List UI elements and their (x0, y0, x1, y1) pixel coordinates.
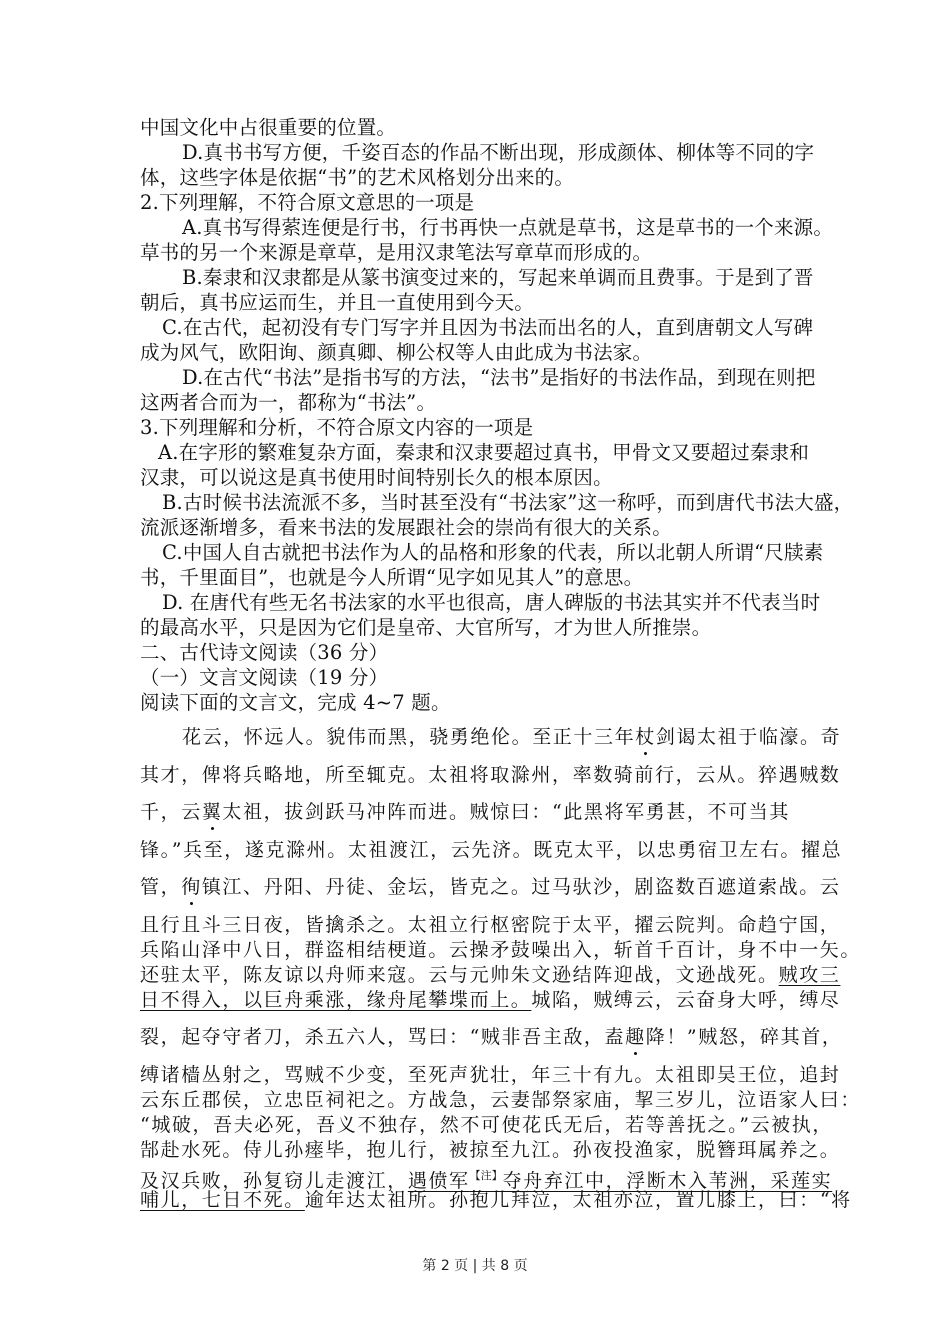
passage-line (140, 725, 842, 750)
text-line: 朝后，真书应运而生，并且一直使用到今天。 (140, 291, 535, 314)
instruction-text: 阅读下面的文言文，完成 4~7 题。 (140, 691, 451, 714)
question-2-stem: 2.下列理解，不符合原文意思的一项是 (140, 191, 475, 214)
text-line: 汉隶，可以说这是真书使用时间特别长久的根本原因。 (140, 466, 613, 489)
passage-text: 及汉兵败，孙复窃儿走渡江， (140, 1170, 408, 1192)
underlined-text: 夺舟弃江中，浮断木入苇洲，采莲实 (502, 1170, 833, 1192)
passage-line (140, 988, 841, 1013)
option-2c: C.在古代，起初没有专门写字并且因为书法而出名的人，直到唐朝文人写碑 (162, 316, 814, 339)
subsection-heading: （一）文言文阅读（19 分） (140, 666, 389, 689)
passage-line: 且行且斗三日夜，皆擒杀之。太祖立行枢密院于太平，擢云院判。命趋宁国， (140, 914, 841, 936)
text-line: 的最高水平，只是因为它们是皇帝、大官所写，才为世人所推崇。 (140, 616, 712, 639)
passage-line: 云东丘郡侯，立忠臣祠祀之。方战急，云妻郜祭家庙，挈三岁儿，泣语家人曰： (140, 1089, 862, 1111)
passage-line: “城破，吾夫必死，吾义不独存，然不可使花氏无后，若等善抚之。”云被执， (140, 1114, 833, 1136)
text-line: 成为风气，欧阳询、颜真卿、柳公权等人由此成为书法家。 (140, 341, 653, 364)
option-2d: D.在古代“书法”是指书写的方法，“法书”是指好的书法作品，到现在则把 (182, 366, 816, 389)
text-line: 中国文化中占很重要的位置。 (140, 116, 397, 139)
passage-text: 降！”贼怒，碎其首， (645, 1026, 843, 1048)
passage-line (140, 1188, 852, 1213)
section-heading: 二、古代诗文阅读（36 分） (140, 641, 389, 664)
passage-text: 城陷，贼缚云，云奋身大呼，缚尽 (531, 989, 841, 1011)
passage-text: 镇江、丹阳、丹徒、金坛，皆克之。过马驮沙，剧盗数百遮道索战。云 (201, 876, 841, 898)
passage-line (140, 875, 841, 900)
passage-line: 其才，俾将兵略地，所至辄克。太祖将取滁州，率数骑前行，云从。猝遇贼数 (140, 764, 841, 786)
option-3c: C.中国人自古就把书法作为人的品格和形象的代表，所以北朝人所谓“尺牍素 (162, 541, 824, 564)
passage-line (140, 1025, 843, 1050)
passage-text: 裂，起夺守者刀，杀五六人，骂曰：“贼非吾主敌，盍 (140, 1026, 626, 1048)
passage-text: 剑谒太祖于临濠。奇 (655, 726, 842, 748)
text-line: 这两者合而为一，都称为“书法”。 (140, 391, 437, 414)
underlined-sentence: 日不得入，以巨舟乘涨，缘舟尾攀堞而上。 (140, 989, 532, 1011)
text-line: 书，千里面目”，也就是今人所谓“见字如见其人”的意思。 (140, 566, 644, 589)
emphasis-char: 翼 (201, 801, 223, 823)
option-2a: A.真书写得萦连便是行书，行书再快一点就是草书，这是草书的一个来源。 (182, 216, 834, 239)
text-line: 流派逐渐增多，看来书法的发展跟社会的崇尚有很大的关系。 (140, 516, 672, 539)
underlined-sentence: 贼攻三 (778, 964, 841, 986)
passage-text: 花云，怀远人。貌伟而黑，骁勇绝伦。至正十三年 (182, 726, 636, 748)
emphasis-char: 杖 (635, 726, 656, 748)
underlined-text: 遇偾军 (407, 1170, 470, 1192)
page-number-footer: 第 2 页 | 共 8 页 (422, 1258, 528, 1274)
underlined-sentence: 哺儿，七日不死。 (140, 1189, 305, 1211)
passage-line (140, 963, 841, 988)
passage-line: 兵陷山泽中八日，群盗相结梗道。云操矛鼓噪出入，斩首千百计，身不中一矢。 (140, 939, 862, 961)
passage-text: 逾年达太祖所。孙抱儿拜泣，太祖亦泣，置儿膝上，曰：“将 (304, 1189, 852, 1211)
passage-text: 太祖，拔剑跃马冲阵而进。贼惊曰：“此黑将军勇甚，不可当其 (222, 801, 790, 823)
option-1d: D.真书书写方便，千姿百态的作品不断出现，形成颜体、柳体等不同的字 (182, 141, 815, 164)
passage-line: 缚诸樯丛射之，骂贼不少变，至死声犹壮，年三十有九。太祖即吴王位，追封 (140, 1064, 841, 1086)
text-line: 草书的另一个来源是章草，是用汉隶笔法写章草而形成的。 (140, 241, 653, 264)
option-3a: A.在字形的繁难复杂方面，秦隶和汉隶要超过真书，甲骨文又要超过秦隶和 (158, 441, 810, 464)
passage-text: 管， (140, 876, 182, 898)
passage-text: 还驻太平，陈友谅以舟师来寇。云与元帅朱文逊结阵迎战，文逊战死。 (140, 964, 779, 986)
question-3-stem: 3.下列理解和分析，不符合原文内容的一项是 (140, 416, 534, 439)
passage-line: 锋。”兵至，遂克滁州。太祖渡江，云先济。既克太平，以忠勇宿卫左右。擢总 (140, 839, 843, 861)
option-2b: B.秦隶和汉隶都是从篆书演变过来的，写起来单调而且费事。于是到了晋 (182, 266, 814, 289)
passage-line: 郜赴水死。侍儿孙瘗毕，抱儿行，被掠至九江。孙夜投渔家，脱簪珥属养之。 (140, 1139, 841, 1161)
passage-text: 千，云 (140, 801, 202, 823)
footnote-marker: 【注】 (469, 1169, 503, 1182)
emphasis-char: 趣 (625, 1026, 646, 1048)
option-3d: D. 在唐代有些无名书法家的水平也很高，唐人碑版的书法其实并不代表当时 (162, 591, 821, 614)
text-line: 体，这些字体是依据“书”的艺术风格划分出来的。 (140, 166, 575, 189)
emphasis-char: 徇 (181, 876, 202, 898)
passage-line (140, 800, 820, 825)
option-3b: B.古时候书法流派不多，当时甚至没有“书法家”这一称呼，而到唐代书法大盛， (162, 491, 854, 514)
